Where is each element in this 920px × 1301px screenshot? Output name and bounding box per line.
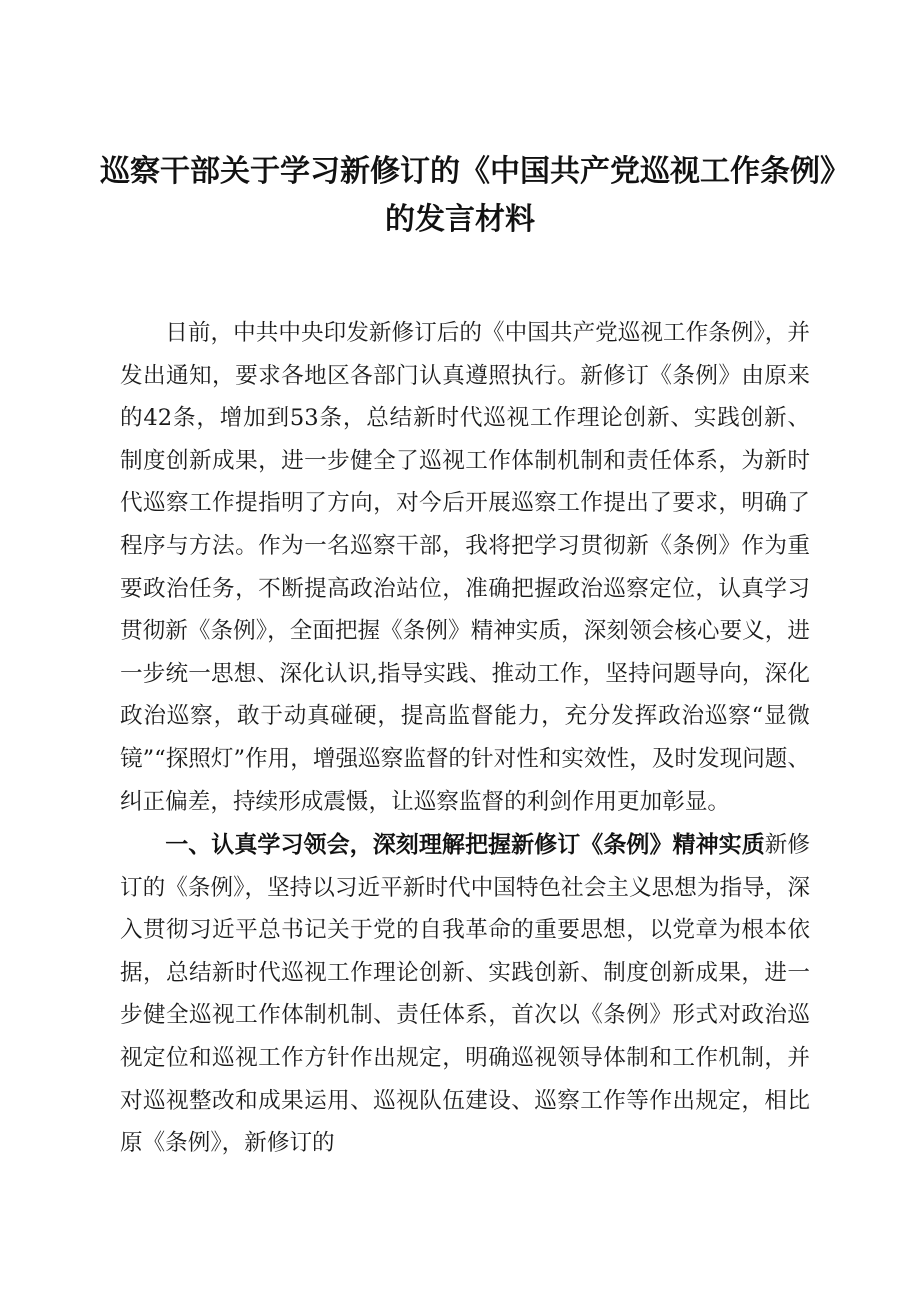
section-1-text: 新修订的《条例》，坚持以习近平新时代中国特色社会主义思想为指导，深入贯彻习近平总书记关于党的自我革命的重要思想，以党章为根本依据，总结新时代巡视工作理论创新、实践创新、制度创新成果，进一步健全巡视工作体制机制、责任体系，首次以《条例》形式对政治巡视定位和巡视工作方针作出规定，明确巡视领导体制和工作机制，并对巡视整改和成果运用、巡视队伍建设、巡察工作等作出规定，相比原《条例》，新修订的 <box>120 832 811 1157</box>
intro-paragraph-block <box>120 312 810 823</box>
section-1-block <box>120 824 810 1165</box>
document-title-line-1: 巡察干部关于学习新修订的《中国共产党巡视工作条例》 <box>100 154 850 189</box>
intro-paragraph: 日前，中共中央印发新修订后的《中国共产党巡视工作条例》，并发出通知，要求各地区各部门认真遵照执行。新修订《条例》由原来的42条，增加到53条，总结新时代巡视工作理论创新、实践创新、制度创新成果，进一步健全了巡视工作体制机制和责任体系，为新时代巡察工作提指明了方向，对今后开展巡察工作提出了要求，明确了程序与方法。作为一名巡察干部，我将把学习贯彻新《条例》作为重要政治任务，不断提高政治站位，准确把握政治巡察定位，认真学习贯彻新《条例》，全面把握《条例》精神实质，深刻领会核心要义，进一步统一思想、深化认识,指导实践、推动工作，坚持问题导向，深化政治巡察，敢于动真碰硬，提高监督能力，充分发挥政治巡察“显微镜”“探照灯”作用，增强巡察监督的针对性和实效性，及时发现问题、纠正偏差，持续形成震慑，让巡察监督的利剑作用更加彰显。 <box>120 320 810 815</box>
section-1-paragraph <box>120 824 810 1165</box>
document-title-line-2: 的发言材料 <box>385 202 535 237</box>
section-1-heading: 一、认真学习领会，深刻理解把握新修订《条例》精神实质 <box>165 832 765 858</box>
